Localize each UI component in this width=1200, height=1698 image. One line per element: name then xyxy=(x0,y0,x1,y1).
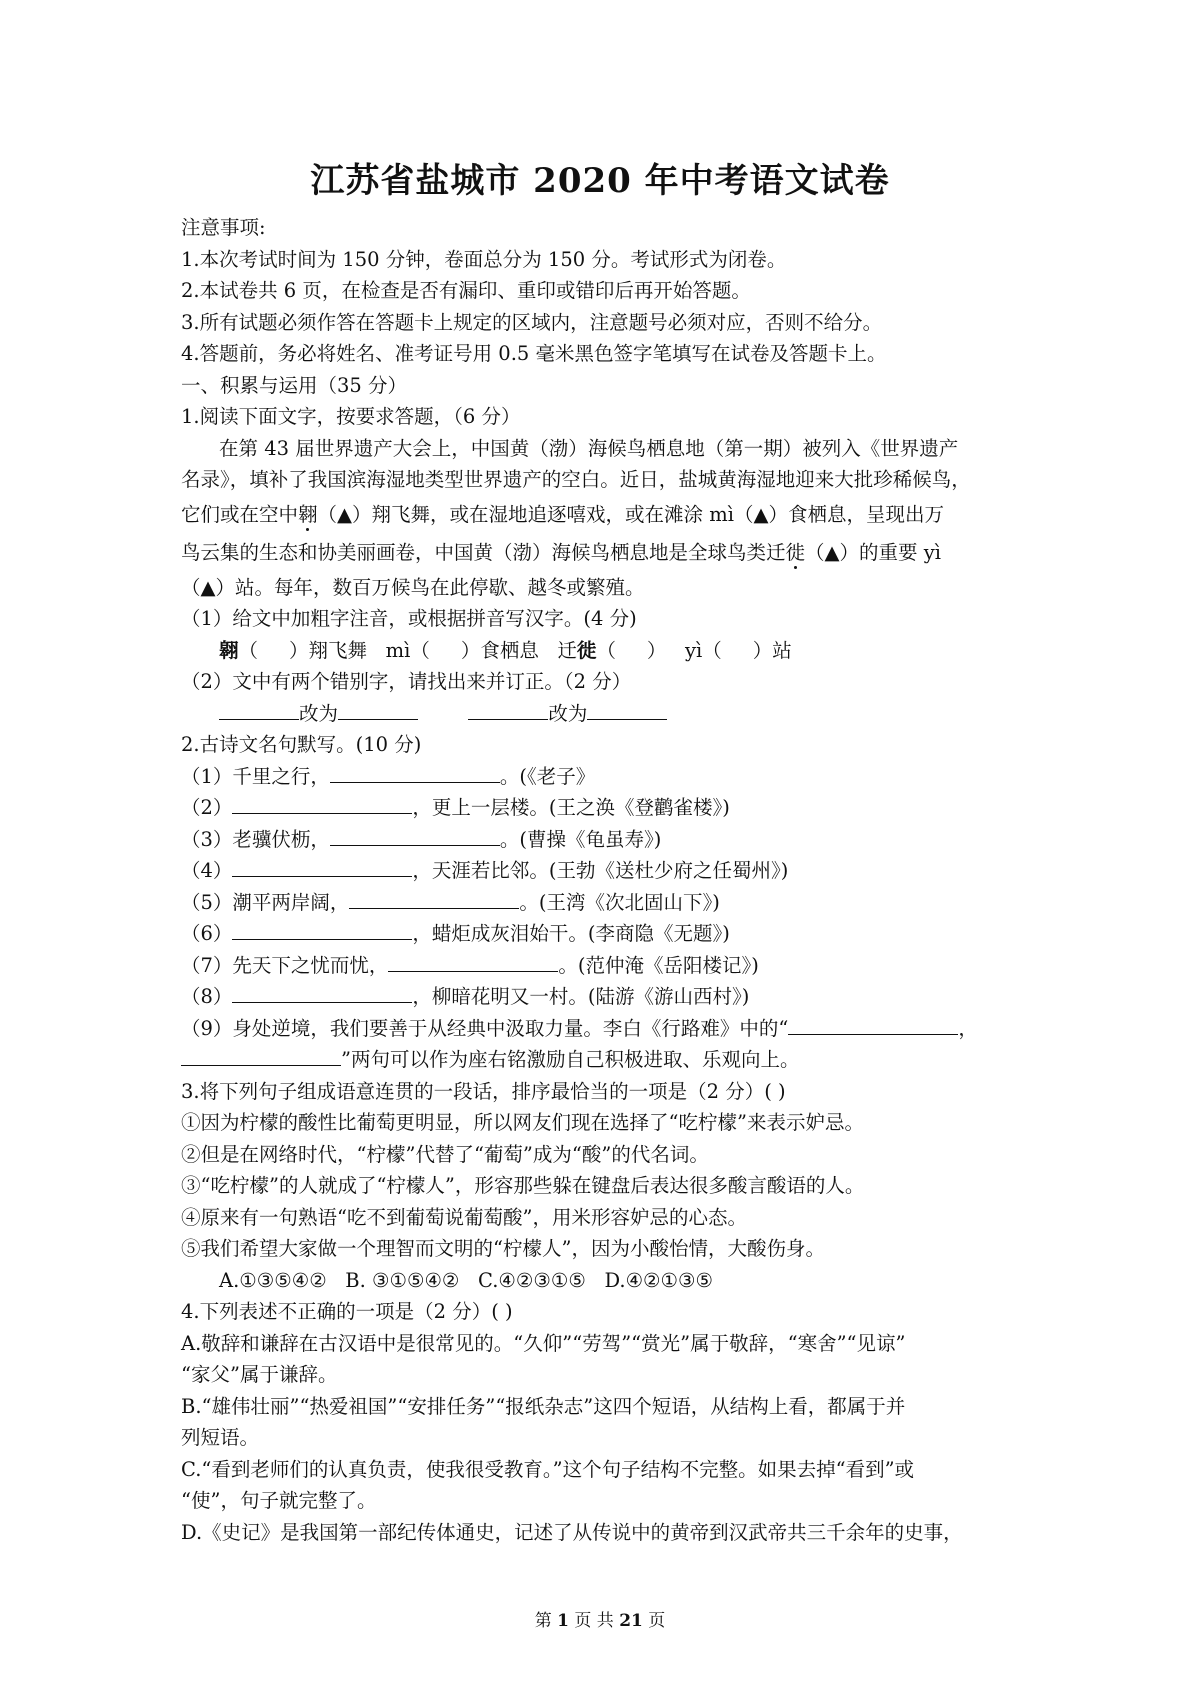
poem-pre: （5）潮平两岸阔， xyxy=(181,890,350,914)
question-1-sub1: （1）给文中加粗字注音，或根据拼音写汉字。(4 分) xyxy=(181,607,637,630)
poem-pre: （2） xyxy=(181,796,233,819)
poem-item xyxy=(181,950,1041,982)
section-heading: 一、积累与运用（35 分） xyxy=(181,373,408,397)
exam-content xyxy=(181,212,1041,1548)
answer-blank[interactable] xyxy=(330,762,500,783)
poem-pre: （7）先天下之忧而忧， xyxy=(181,953,389,977)
poem-item xyxy=(181,824,1041,856)
sentence-item: ④原来有一句熟语“吃不到葡萄说葡萄酸”，用米形容妒忌的心态。 xyxy=(181,1205,747,1229)
option-line: 列短语。 xyxy=(181,1426,260,1449)
poem-post: 。(《老子》 xyxy=(499,764,596,788)
poem-pre: （4） xyxy=(181,859,233,882)
footer-text: 页 xyxy=(648,1611,666,1631)
poem-post: 。(曹操《龟虽寿》) xyxy=(499,827,662,851)
sentence-item: ①因为柠檬的酸性比葡萄更明显，所以网友们现在选择了“吃柠檬”来表示妒忌。 xyxy=(181,1111,864,1134)
answer-text: （ ）翔飞舞 mì（ ）食栖息 迁 xyxy=(238,638,577,662)
sentence-item: ②但是在网络时代，“柠檬”代替了“葡萄”成为“酸”的代名词。 xyxy=(181,1142,709,1166)
correction-line xyxy=(181,698,1041,730)
passage-text: 它们或在空中 xyxy=(181,502,299,526)
question-4-stem: 4.下列表述不正确的一项是（2 分）( ) xyxy=(181,1300,513,1323)
poem-post: ”两句可以作为座右铭激励自己积极进取、乐观向上。 xyxy=(341,1048,800,1071)
answer-blank[interactable] xyxy=(181,1045,341,1066)
dotted-char: 徙 xyxy=(785,540,806,564)
answer-line xyxy=(181,635,1041,667)
question-2-stem: 2.古诗文名句默写。(10 分) xyxy=(181,733,422,756)
passage-text: 鸟云集的生态和协美丽画卷，中国黄（渤）海候鸟栖息地是全球鸟类迁 xyxy=(181,540,786,564)
option-line: C.“看到老师们的认真负责，使我很受教育。”这个句子结构不完整。如果去掉“看到”或 xyxy=(181,1457,915,1481)
option-line: A.敬辞和谦辞在古汉语中是很常见的。“久仰”“劳驾”“赏光”属于敬辞，“寒舍”“见谅” xyxy=(181,1331,906,1355)
answer-blank[interactable] xyxy=(232,919,412,940)
poem-item xyxy=(181,981,1041,1013)
option-line: “家父”属于谦辞。 xyxy=(181,1363,338,1386)
bold-char: 徙 xyxy=(576,638,597,662)
answer-blank[interactable] xyxy=(232,856,412,877)
poem-post: 。(王湾《次北固山下》) xyxy=(519,890,720,914)
poem-item xyxy=(181,792,1041,824)
answer-blank[interactable] xyxy=(330,825,500,846)
note-item: 4.答题前，务必将姓名、准考证号用 0.5 毫米黑色签字笔填写在试卷及答题卡上。 xyxy=(181,342,887,365)
answer-blank[interactable] xyxy=(349,888,519,909)
note-item: 3.所有试题必须作答在答题卡上规定的区域内，注意题号必须对应，否则不给分。 xyxy=(181,310,883,334)
poem-item xyxy=(181,855,1041,887)
poem-item xyxy=(181,918,1041,950)
poem-post: ，蜡炬成灰泪始干。(李商隐《无题》) xyxy=(412,922,730,945)
poem-post: ，更上一层楼。(王之涣《登鹳雀楼》) xyxy=(412,796,730,819)
notes-heading: 注意事项: xyxy=(181,216,266,239)
note-item: 2.本试卷共 6 页，在检查是否有漏印、重印或错印后再开始答题。 xyxy=(181,279,751,302)
poem-pre: （6） xyxy=(181,922,233,945)
sentence-item: ③“吃柠檬”的人就成了“柠檬人”，形容那些躲在键盘后表达很多酸言酸语的人。 xyxy=(181,1174,865,1197)
answer-blank[interactable] xyxy=(587,699,667,720)
page-footer xyxy=(0,1606,1200,1631)
fix-label: 改为 xyxy=(548,701,588,725)
poem-post: 。(范仲淹《岳阳楼记》) xyxy=(558,953,759,977)
answer-blank[interactable] xyxy=(788,1014,958,1035)
option-line: B.“雄伟壮丽”“热爱祖国”“安排任务”“报纸杂志”这四个短语，从结构上看，都属于并 xyxy=(181,1394,906,1418)
poem-pre: （9）身处逆境，我们要善于从经典中汲取力量。李白《行路难》中的“ xyxy=(181,1016,789,1040)
passage-line xyxy=(181,496,1041,534)
footer-text: 页 共 xyxy=(574,1611,614,1631)
question-1-stem: 1.阅读下面文字，按要求答题，（6 分） xyxy=(181,405,521,428)
answer-blank[interactable] xyxy=(388,951,558,972)
passage-line xyxy=(181,534,1041,572)
poem-pre: （3）老骥伏枥， xyxy=(181,827,330,851)
poem-item xyxy=(181,887,1041,919)
answer-blank[interactable] xyxy=(232,793,412,814)
footer-text: 第 xyxy=(534,1611,552,1631)
poem-post: ，天涯若比邻。(王勃《送杜少府之任蜀州》) xyxy=(412,859,789,882)
question-3-stem: 3.将下列句子组成语意连贯的一段话，排序最恰当的一项是（2 分）( ) xyxy=(181,1079,786,1103)
dotted-char: 翱 xyxy=(298,502,318,526)
poem-item xyxy=(181,761,1041,793)
answer-blank[interactable] xyxy=(232,982,412,1003)
sentence-item: ⑤我们希望大家做一个理智而文明的“柠檬人”，因为小酸怡情，大酸伤身。 xyxy=(181,1237,825,1260)
page-total: 21 xyxy=(619,1611,643,1631)
poem-item-9 xyxy=(181,1013,1041,1045)
poem-item-9-cont xyxy=(181,1044,1041,1076)
answer-options: A.①③⑤④② B. ③①⑤④② C.④②③①⑤ D.④②①③⑤ xyxy=(219,1268,713,1292)
poem-pre: （8） xyxy=(181,985,233,1008)
passage-line: 名录》，填补了我国滨海湿地类型世界遗产的空白。近日，盐城黄海湿地迎来大批珍稀候鸟， xyxy=(181,468,971,491)
poem-comma: ， xyxy=(958,1016,978,1040)
option-line: D.《史记》是我国第一部纪传体通史，记述了从传说中的黄帝到汉武帝共三千余年的史事， xyxy=(181,1520,963,1544)
passage-line: 在第 43 届世界遗产大会上，中国黄（渤）海候鸟栖息地（第一期）被列入《世界遗产 xyxy=(219,436,959,460)
poem-pre: （1）千里之行， xyxy=(181,764,330,788)
page-title: 江苏省盐城市 2020 年中考语文试卷 xyxy=(310,161,890,201)
option-line: “使”，句子就完整了。 xyxy=(181,1489,377,1512)
passage-line: （▲）站。每年，数百万候鸟在此停歇、越冬或繁殖。 xyxy=(181,575,645,599)
passage-text: （▲）的重要 yì xyxy=(805,540,941,564)
answer-blank[interactable] xyxy=(219,699,299,720)
poem-post: ，柳暗花明又一村。(陆游《游山西村》) xyxy=(412,985,750,1008)
bold-char: 翱 xyxy=(219,638,239,662)
note-item: 1.本次考试时间为 150 分钟，卷面总分为 150 分。考试形式为闭卷。 xyxy=(181,247,787,271)
passage-text: （▲）翔飞舞，或在湿地追逐嘻戏，或在滩涂 mì（▲）食栖息，呈现出万 xyxy=(317,502,944,526)
page-number: 1 xyxy=(557,1611,569,1631)
answer-text: （ ） yì（ ）站 xyxy=(596,638,792,662)
answer-blank[interactable] xyxy=(468,699,548,720)
question-1-sub2: （2）文中有两个错别字，请找出来并订正。（2 分） xyxy=(181,670,632,693)
answer-blank[interactable] xyxy=(338,699,418,720)
fix-label: 改为 xyxy=(299,701,339,725)
